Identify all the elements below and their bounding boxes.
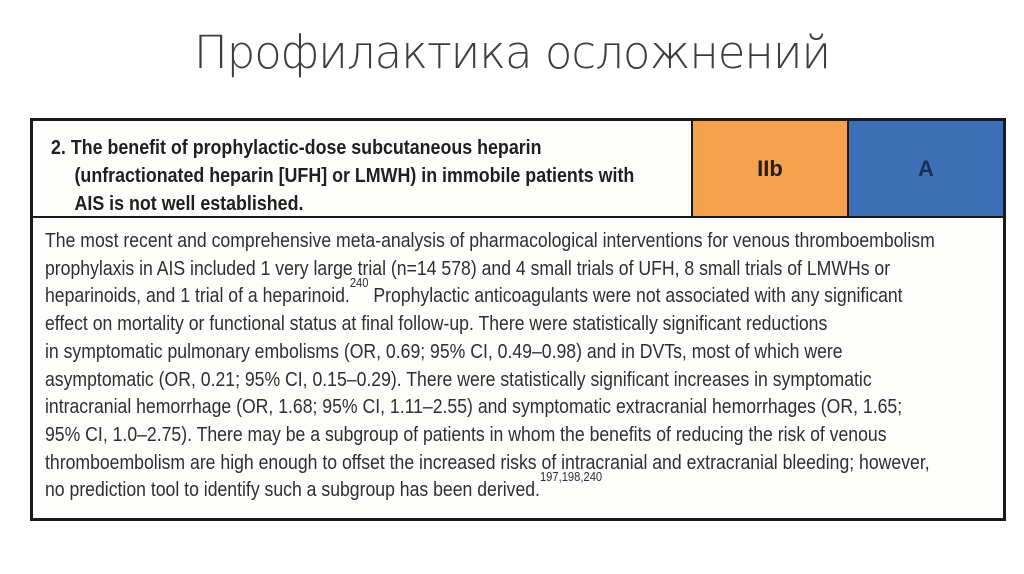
recommendation-line: AIS is not well established. <box>74 192 304 215</box>
recommendation-body-cell <box>33 218 1003 518</box>
body-text-line: thromboembolism are high enough to offset the increased risks of intracranial and extracranial bleeding; however, <box>45 450 930 474</box>
body-text-line: The most recent and comprehensive meta-analysis of pharmacological interventions for venous thromboembolism <box>45 229 935 252</box>
recommendation-table <box>30 118 1006 521</box>
body-text-line: intracranial hemorrhage (OR, 1.68; 95% CI, 1.11–2.55) and symptomatic extracranial hemorrhages (OR, 1.65; <box>45 395 903 419</box>
class-of-recommendation-cell: IIb <box>691 121 847 216</box>
body-text-line: no prediction tool to identify such a subgroup has been derived.$^{197,198,240}$ <box>45 469 603 502</box>
body-text-line: 95% CI, 1.0–2.75). There may be a subgroup of patients in whom the benefits of reducing the risk of venous <box>45 422 887 446</box>
reference-superscript: 240 <box>349 275 369 291</box>
body-text-line: effect on mortality or functional status at final follow-up. There were statistically significant reductions <box>45 312 828 336</box>
level-of-evidence-cell: A <box>847 121 1003 216</box>
body-text-line: asymptomatic (OR, 0.21; 95% CI, 0.15–0.29). There were statistically significant increases in symptomatic <box>45 367 872 391</box>
recommendation-header-row <box>33 121 1003 218</box>
body-text-line: in symptomatic pulmonary embolisms (OR, 0.69; 95% CI, 0.49–0.98) and in DVTs, most of which were <box>45 339 843 363</box>
recommendation-text-cell <box>33 121 691 216</box>
body-text-line: prophylaxis in AIS included 1 very large trial (n=14 578) and 4 small trials of UFH, 8 small trials of LMWHs or <box>45 256 891 280</box>
body-text-line: heparinoids, and 1 trial of a heparinoid.$^{240}$ Prophylactic anticoagulants were not associated with any significant <box>45 275 903 308</box>
reference-superscript: 197,198,240 <box>539 469 603 485</box>
recommendation-line: 2. The benefit of prophylactic-dose subcutaneous heparin <box>51 136 542 159</box>
slide-title: Профилактика осложнений <box>193 26 831 79</box>
recommendation-line: (unfractionated heparin [UFH] or LMWH) in immobile patients with <box>74 164 635 187</box>
